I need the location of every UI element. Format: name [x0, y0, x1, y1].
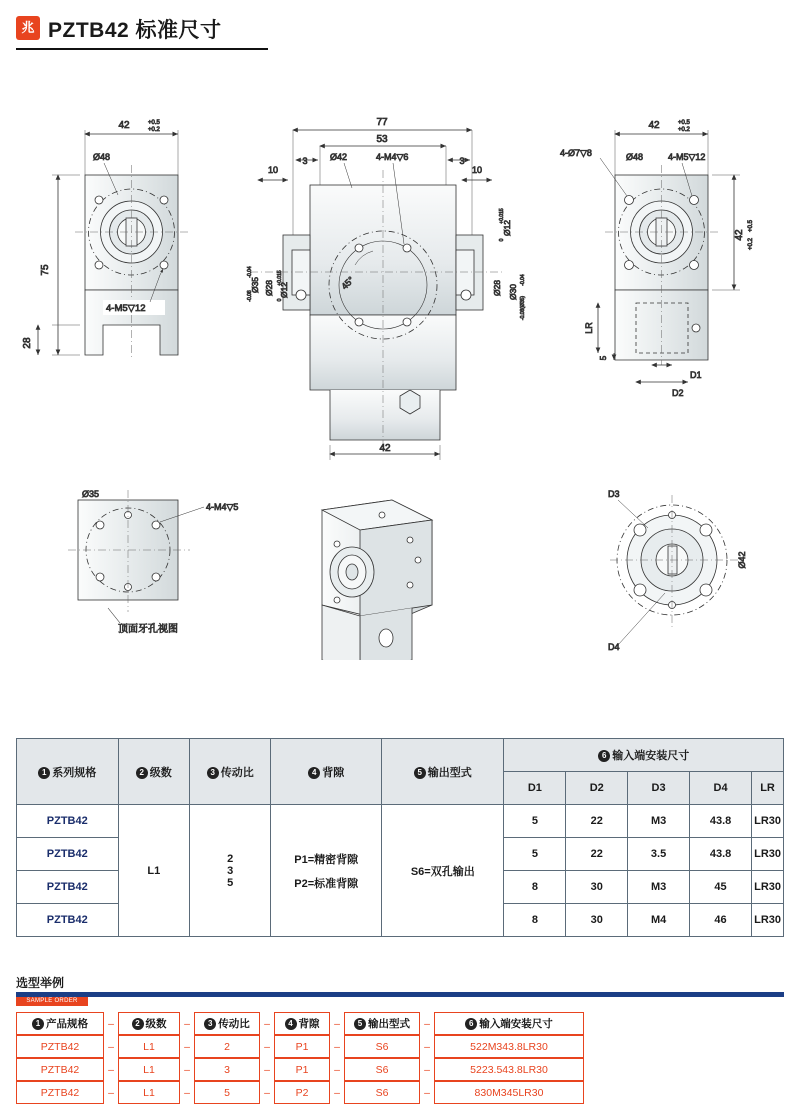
backlash-p1: P1=精密背隙 — [294, 853, 359, 866]
ratio-5: 5 — [227, 876, 234, 889]
order-th-5: 5 输出型式 — [344, 1012, 420, 1035]
svg-text:3: 3 — [459, 156, 465, 166]
th-d3: D3 — [628, 772, 690, 805]
svg-text:4-M4▽6: 4-M4▽6 — [376, 152, 409, 162]
th-output: 5 输出型式 — [382, 739, 504, 805]
header-rule — [16, 48, 268, 50]
cell-d2: 30 — [566, 871, 628, 904]
order-dash: – — [334, 1017, 340, 1030]
sample-order-title: 选型举例 — [16, 976, 65, 990]
order-cell-input: 830M345LR30 — [434, 1081, 584, 1104]
order-dash: – — [184, 1086, 190, 1099]
num-4-icon: 4 — [285, 1018, 297, 1030]
spec-header-row-1 — [17, 739, 784, 772]
cell-d1: 5 — [504, 838, 566, 871]
cell-d2: 22 — [566, 805, 628, 838]
th-input-group: 6 输入端安装尺寸 — [504, 739, 784, 772]
order-cell-output: S6 — [344, 1081, 420, 1104]
order-dash: – — [264, 1040, 270, 1053]
order-dash: – — [108, 1017, 114, 1030]
cell-lr: LR30 — [752, 805, 784, 838]
th-d4: D4 — [690, 772, 752, 805]
svg-text:42: 42 — [379, 443, 391, 454]
cell-d1: 8 — [504, 871, 566, 904]
order-header-row — [16, 1012, 584, 1035]
cell-d1: 8 — [504, 904, 566, 937]
order-cell-output: S6 — [344, 1058, 420, 1081]
num-3-icon: 3 — [204, 1018, 216, 1030]
cell-d3: 3.5 — [628, 838, 690, 871]
svg-text:4-M5▽12: 4-M5▽12 — [106, 303, 146, 314]
brand-logo-icon: 兆 — [16, 16, 40, 40]
cell-d2: 30 — [566, 904, 628, 937]
order-row — [16, 1035, 584, 1058]
svg-text:75: 75 — [40, 264, 51, 276]
sample-order-bar — [16, 992, 784, 997]
order-cell-spec: PZTB42 — [16, 1058, 104, 1081]
view-top-hole — [68, 489, 238, 635]
svg-text:Ø28: Ø28 — [264, 279, 274, 297]
order-cell-backlash: P1 — [274, 1058, 330, 1081]
cell-d2: 22 — [566, 838, 628, 871]
order-dash: – — [184, 1017, 190, 1030]
svg-text:42: 42 — [734, 229, 745, 241]
svg-text:Ø30: Ø30 — [508, 283, 518, 301]
view-end — [608, 489, 747, 652]
order-cell-stage: L1 — [118, 1081, 180, 1104]
th-stage: 2 级数 — [118, 739, 190, 805]
svg-text:28: 28 — [22, 337, 33, 349]
cell-d3: M3 — [628, 871, 690, 904]
num-2-icon: 2 — [132, 1018, 144, 1030]
order-dash: – — [334, 1086, 340, 1099]
order-cell-spec: PZTB42 — [16, 1035, 104, 1058]
num-4-icon: 4 — [308, 767, 320, 779]
order-cell-stage: L1 — [118, 1035, 180, 1058]
th-lr: LR — [752, 772, 784, 805]
cell-d4: 43.8 — [690, 805, 752, 838]
svg-text:53: 53 — [376, 134, 388, 145]
order-dash: – — [108, 1063, 114, 1076]
num-5-icon: 5 — [354, 1018, 366, 1030]
svg-text:+0.5: +0.5 — [148, 120, 160, 126]
order-th-2: 2 级数 — [118, 1012, 180, 1035]
svg-text:77: 77 — [376, 117, 388, 128]
num-6-icon: 6 — [598, 750, 610, 762]
order-dash: – — [334, 1063, 340, 1076]
order-th-6: 6 输入端安装尺寸 — [434, 1012, 584, 1035]
svg-text:-0.08(Ø35): -0.08(Ø35) — [520, 295, 526, 321]
order-dash: – — [424, 1063, 430, 1076]
cell-d4: 43.8 — [690, 838, 752, 871]
order-cell-spec: PZTB42 — [16, 1081, 104, 1104]
page-header — [0, 0, 800, 56]
th-d2: D2 — [566, 772, 628, 805]
cell-series: PZTB42 — [17, 871, 119, 904]
cell-stage: L1 — [118, 805, 190, 937]
th-ratio: 3 传动比 — [190, 739, 271, 805]
page-title: PZTB42 标准尺寸 — [48, 19, 222, 42]
svg-text:Ø12: Ø12 — [279, 281, 289, 299]
cell-output: S6=双孔输出 — [382, 805, 504, 937]
svg-text:+0.5: +0.5 — [678, 120, 690, 126]
svg-text:0: 0 — [499, 238, 505, 242]
order-row — [16, 1081, 584, 1104]
th-backlash: 4 背隙 — [271, 739, 382, 805]
cell-d3: M4 — [628, 904, 690, 937]
svg-text:+0.2: +0.2 — [748, 238, 754, 250]
order-dash: – — [264, 1086, 270, 1099]
svg-text:4-M4▽5: 4-M4▽5 — [206, 502, 239, 512]
svg-text:顶面牙孔视图: 顶面牙孔视图 — [118, 624, 178, 635]
cell-lr: LR30 — [752, 904, 784, 937]
order-dash: – — [264, 1063, 270, 1076]
order-dash: – — [184, 1063, 190, 1076]
cell-series: PZTB42 — [17, 838, 119, 871]
svg-text:3: 3 — [302, 156, 308, 166]
th-d1: D1 — [504, 772, 566, 805]
svg-text:+0.015: +0.015 — [499, 208, 505, 224]
svg-text:Ø28: Ø28 — [492, 279, 502, 297]
backlash-p2: P2=标准背隙 — [294, 877, 359, 890]
num-1-icon: 1 — [32, 1018, 44, 1030]
svg-text:+0.2: +0.2 — [148, 127, 160, 133]
svg-text:D1: D1 — [690, 370, 702, 380]
order-dash: – — [334, 1040, 340, 1053]
cell-series: PZTB42 — [17, 904, 119, 937]
order-th-1: 1 产品规格 — [16, 1012, 104, 1035]
technical-drawing — [0, 60, 800, 660]
cell-d4: 46 — [690, 904, 752, 937]
specification-table — [16, 738, 784, 937]
sample-order-table — [16, 1012, 584, 1104]
svg-text:+0.2: +0.2 — [678, 127, 690, 133]
cell-d4: 45 — [690, 871, 752, 904]
cell-series: PZTB42 — [17, 805, 119, 838]
svg-text:Ø48: Ø48 — [626, 152, 644, 162]
ratio-2: 2 — [227, 852, 234, 865]
order-dash: – — [264, 1017, 270, 1030]
num-1-icon: 1 — [38, 767, 50, 779]
num-6-icon: 6 — [465, 1018, 477, 1030]
svg-text:4-Ø7▽8: 4-Ø7▽8 — [560, 148, 592, 158]
num-5-icon: 5 — [414, 767, 426, 779]
table-row — [17, 805, 784, 838]
svg-text:42: 42 — [648, 120, 660, 131]
order-cell-output: S6 — [344, 1035, 420, 1058]
order-cell-ratio: 3 — [194, 1058, 260, 1081]
svg-text:D2: D2 — [672, 388, 684, 398]
order-row — [16, 1058, 584, 1081]
order-th-3: 3 传动比 — [194, 1012, 260, 1035]
order-cell-ratio: 2 — [194, 1035, 260, 1058]
order-dash: – — [424, 1040, 430, 1053]
order-dash: – — [424, 1086, 430, 1099]
order-cell-stage: L1 — [118, 1058, 180, 1081]
cell-backlash — [271, 805, 382, 937]
order-dash: – — [108, 1086, 114, 1099]
cell-lr: LR30 — [752, 871, 784, 904]
svg-text:Ø12: Ø12 — [502, 219, 512, 237]
svg-text:10: 10 — [471, 165, 483, 175]
drawing-svg — [0, 60, 800, 660]
view-isometric — [322, 500, 432, 660]
svg-text:Ø35: Ø35 — [250, 276, 260, 294]
svg-text:+0.5: +0.5 — [748, 220, 754, 232]
svg-text:D3: D3 — [608, 489, 620, 499]
svg-text:4-M5▽12: 4-M5▽12 — [668, 152, 706, 162]
svg-text:Ø35: Ø35 — [82, 489, 100, 499]
th-series: 1 系列规格 — [17, 739, 119, 805]
svg-text:10: 10 — [267, 165, 279, 175]
svg-text:D4: D4 — [608, 642, 620, 652]
order-cell-input: 522M343.8LR30 — [434, 1035, 584, 1058]
view-section — [247, 117, 526, 460]
svg-text:-0.04: -0.04 — [520, 274, 526, 286]
svg-text:LR: LR — [584, 322, 594, 334]
order-dash: – — [184, 1040, 190, 1053]
order-cell-input: 5223.543.8LR30 — [434, 1058, 584, 1081]
cell-d3: M3 — [628, 805, 690, 838]
svg-text:-0.04: -0.04 — [247, 266, 253, 278]
svg-text:0: 0 — [277, 298, 283, 302]
svg-text:Ø42: Ø42 — [330, 152, 348, 162]
cell-ratio — [190, 805, 271, 937]
view-front — [22, 120, 190, 360]
svg-text:+0.015: +0.015 — [277, 270, 283, 286]
order-cell-ratio: 5 — [194, 1081, 260, 1104]
num-2-icon: 2 — [136, 767, 148, 779]
sample-order-badge: SAMPLE ORDER — [16, 997, 88, 1006]
order-dash: – — [108, 1040, 114, 1053]
view-rear — [560, 120, 754, 398]
svg-text:Ø42: Ø42 — [737, 551, 747, 569]
order-th-4: 4 背隙 — [274, 1012, 330, 1035]
cell-d1: 5 — [504, 805, 566, 838]
svg-text:45°: 45° — [339, 274, 357, 292]
cell-lr: LR30 — [752, 838, 784, 871]
order-cell-backlash: P2 — [274, 1081, 330, 1104]
order-dash: – — [424, 1017, 430, 1030]
svg-text:5: 5 — [599, 355, 608, 361]
ratio-3: 3 — [227, 864, 234, 877]
order-cell-backlash: P1 — [274, 1035, 330, 1058]
num-3-icon: 3 — [207, 767, 219, 779]
label-front-d48: Ø48 — [93, 152, 111, 162]
svg-text:-0.08: -0.08 — [247, 290, 253, 302]
svg-text:42: 42 — [118, 120, 130, 131]
